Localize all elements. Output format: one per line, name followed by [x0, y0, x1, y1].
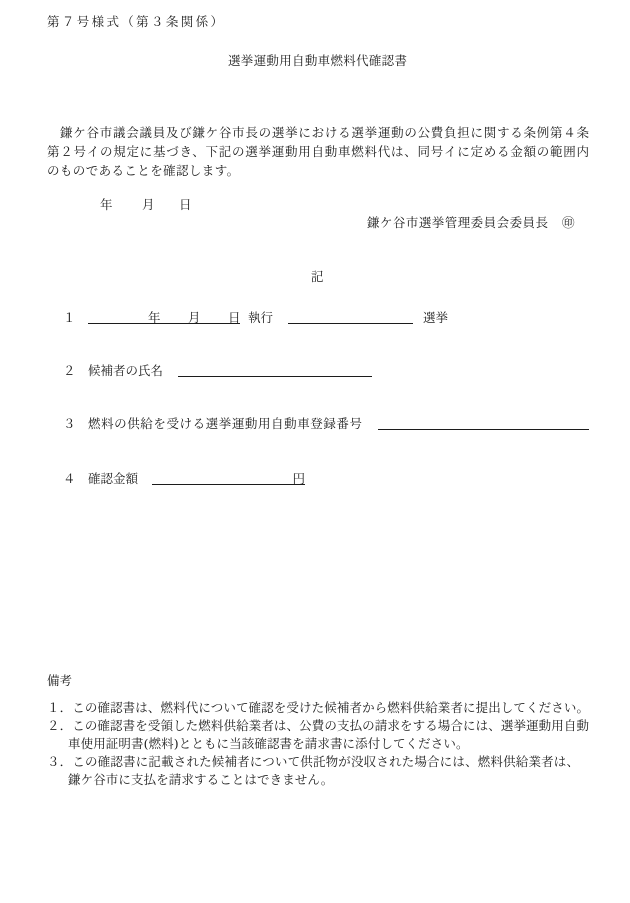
remark-note-3-line-1: ３．この確認書に記載された候補者について供託物が没収された場合には、燃料供給業者は、 [47, 754, 579, 769]
date-year-label: 年 [100, 197, 113, 212]
paragraph-line-1: 鎌ケ谷市議会議員及び鎌ケ谷市長の選挙における選挙運動の公費負担に関する条例第４条 [60, 125, 589, 140]
form-number: 第７号様式（第３条関係） [47, 14, 223, 29]
paragraph-line-2: 第２号イの規定に基づき、下記の選挙運動用自動車燃料代は、同号イに定める金額の範囲内 [47, 144, 589, 159]
item-3-label: 燃料の供給を受ける選挙運動用自動車登録番号 [88, 416, 362, 431]
date-day-label: 日 [179, 197, 192, 212]
item-1-election-name-field [288, 309, 413, 324]
item-1-month-label: 月 [188, 310, 201, 325]
remark-note-1: １．この確認書は、燃料代について確認を受けた候補者から燃料供給業者に提出してください。 [47, 700, 589, 715]
issuer-name: 鎌ケ谷市選挙管理委員会委員長 [367, 215, 548, 230]
confirmed-amount-field [152, 470, 305, 485]
remark-note-3-line-2: 鎌ケ谷市に支払を請求することはできません。 [68, 772, 334, 787]
remark-note-2-line-2: 車使用証明書(燃料)とともに当該確認書を請求書に添付してください。 [68, 736, 469, 751]
remarks-heading: 備考 [47, 673, 73, 688]
item-1-date-field [88, 309, 240, 324]
paragraph-line-3: のものであることを確認します。 [47, 163, 240, 178]
record-heading: 記 [311, 269, 324, 284]
item-1-election-suffix: 選挙 [423, 310, 449, 325]
item-1-executed-label: 執行 [248, 310, 274, 325]
vehicle-registration-field [378, 415, 589, 430]
item-4-label: 確認金額 [88, 471, 139, 486]
candidate-name-field [178, 362, 372, 377]
amount-unit-label: 円 [292, 471, 305, 486]
item-3-number: ３ [63, 416, 76, 431]
remark-note-2-line-1: ２．この確認書を受領した燃料供給業者は、公費の支払の請求をする場合には、選挙運動用自動 [47, 718, 589, 733]
item-1-day-label: 日 [228, 310, 241, 325]
item-2-number: ２ [63, 363, 76, 378]
item-2-label: 候補者の氏名 [88, 363, 164, 378]
seal-mark: ㊞ [562, 215, 575, 230]
item-4-number: ４ [63, 471, 76, 486]
date-month-label: 月 [142, 197, 155, 212]
document-title: 選挙運動用自動車燃料代確認書 [228, 53, 407, 68]
item-1-year-label: 年 [148, 310, 161, 325]
item-1-number: １ [63, 310, 76, 325]
